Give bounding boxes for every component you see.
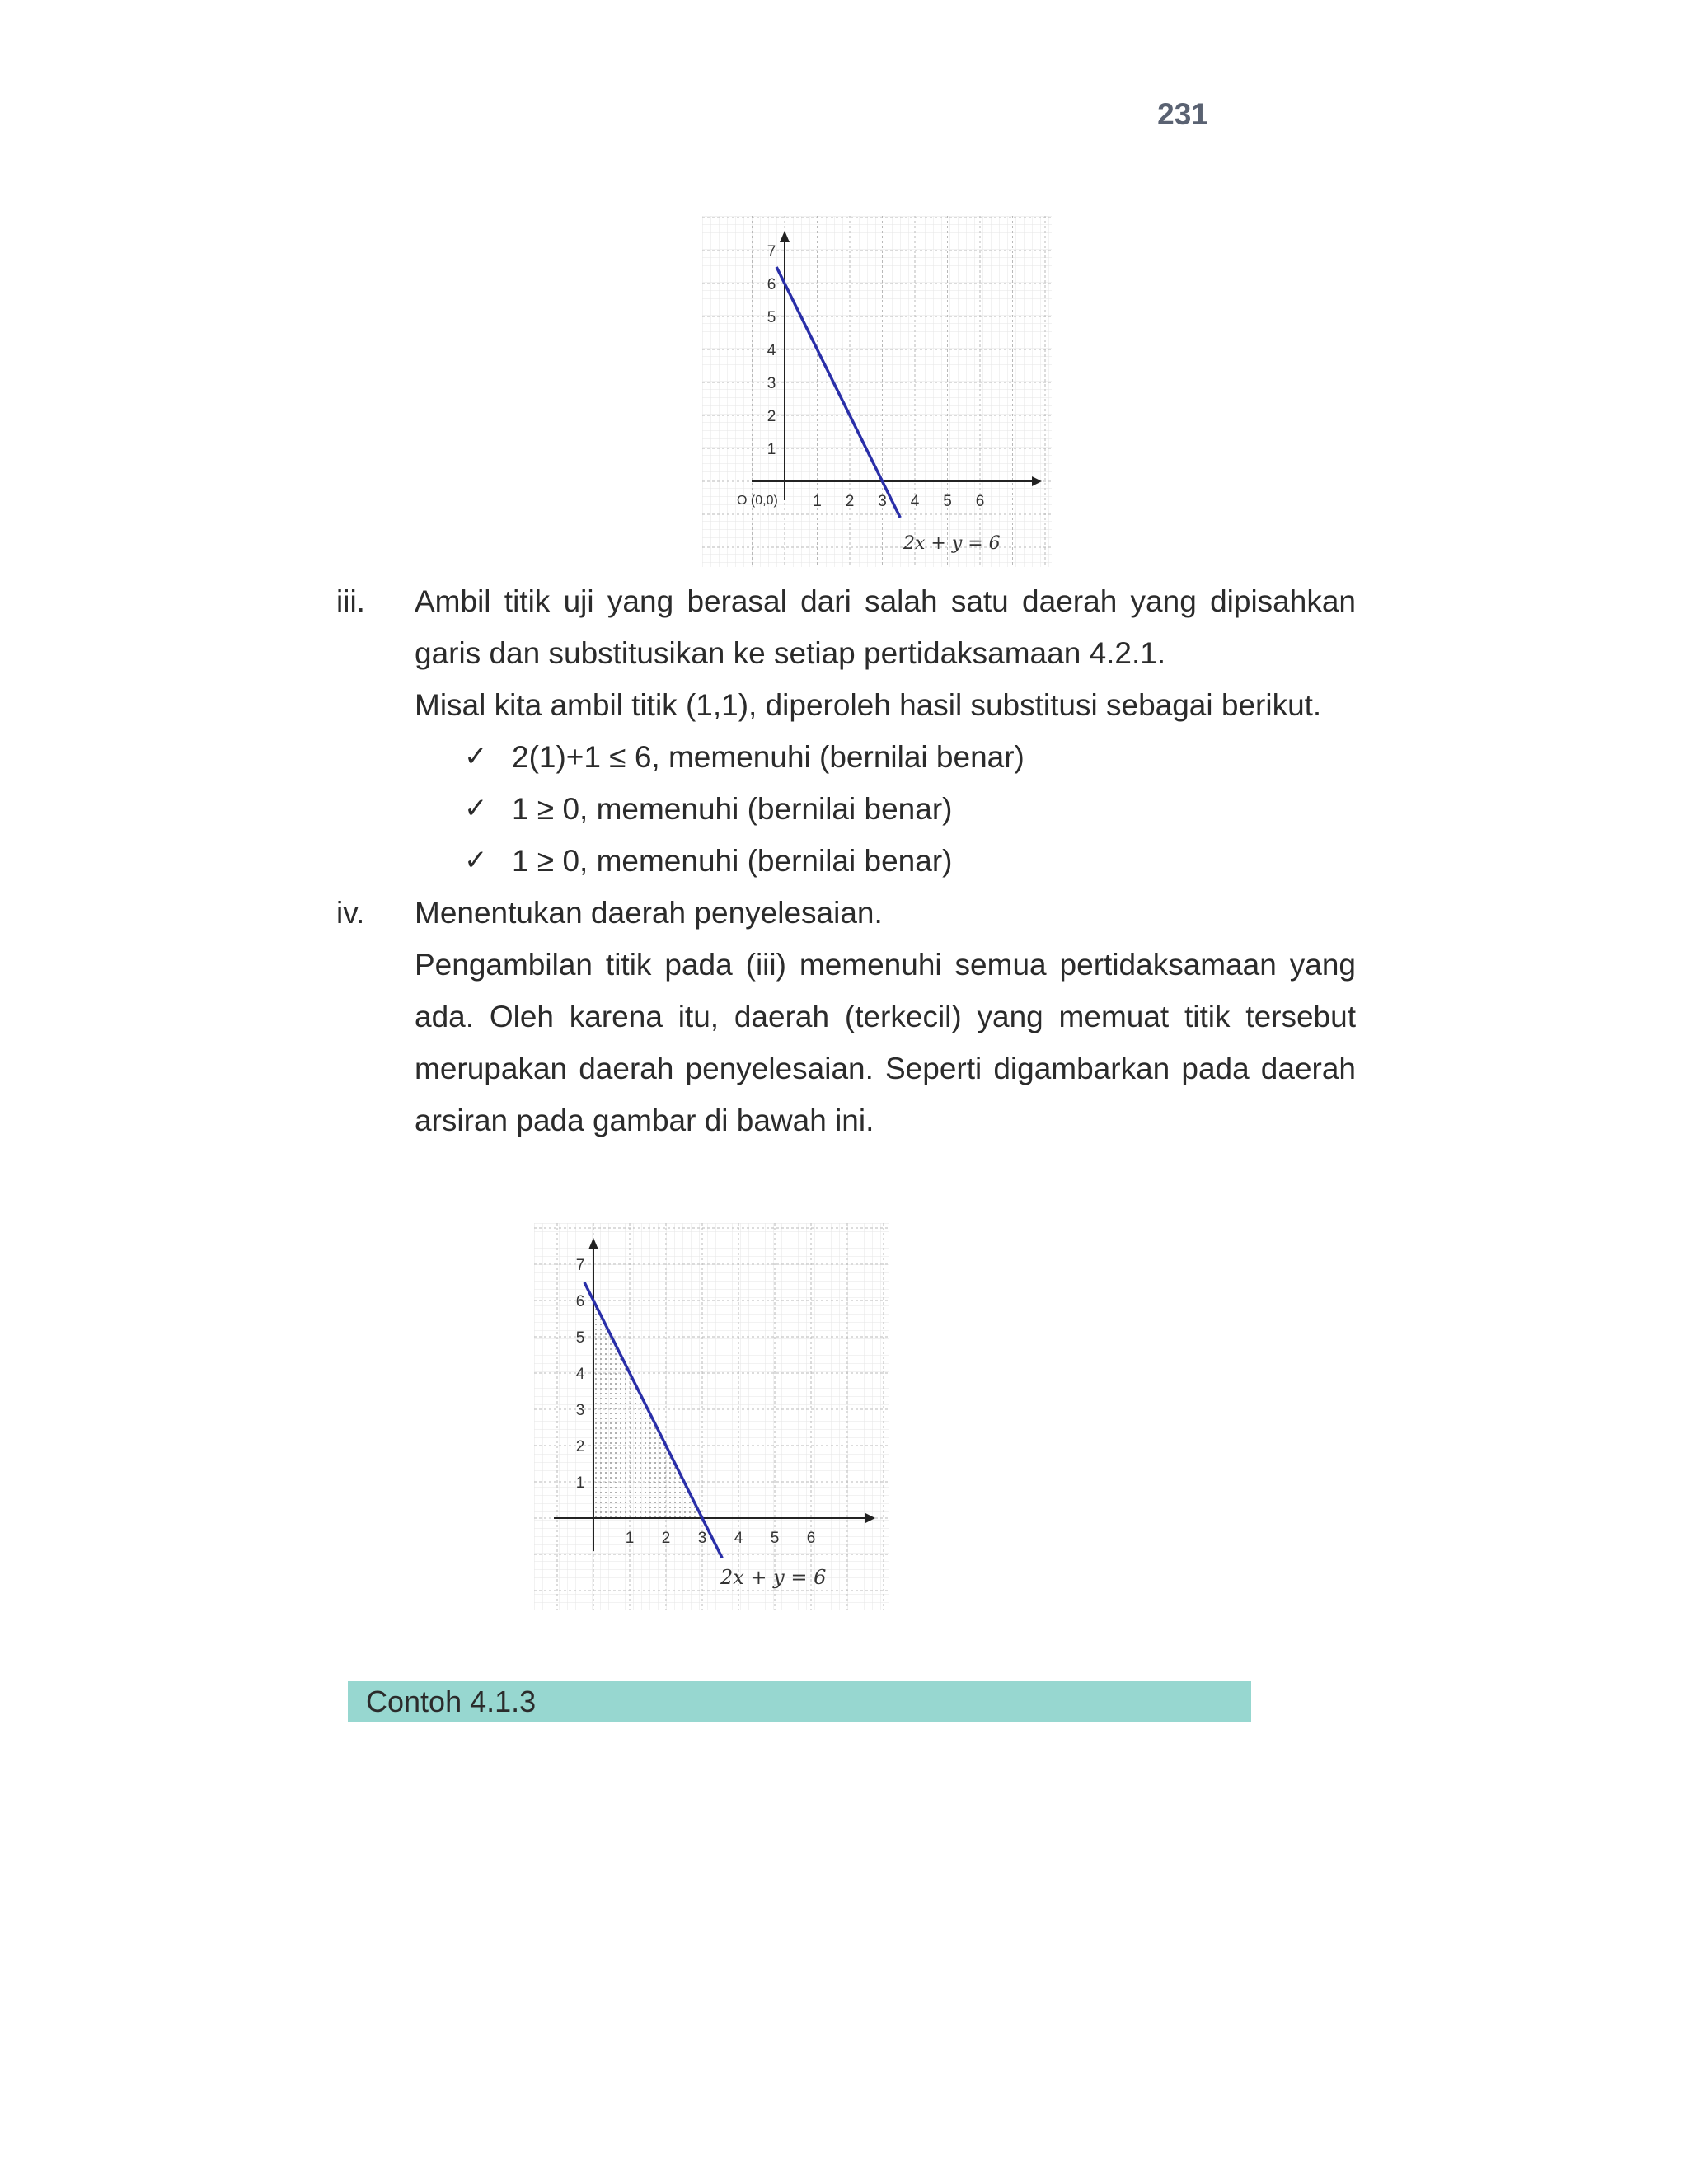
page-number: 231 [1157,97,1208,131]
checkmark-icon: ✓ [464,792,488,825]
y-tick-label: 4 [575,1366,585,1383]
y-tick-label: 4 [767,342,776,359]
example-header-bar [348,1681,1251,1722]
step-iv-title [415,887,1356,939]
y-tick-label: 6 [767,276,776,293]
text-line: Pengambilan titik pada (iii) memenuhi semua pertidaksamaan yang [415,948,1356,982]
x-tick-label: 4 [910,493,920,510]
text-line: Ambil titik uji yang berasal dari salah satu daerah yang dipisahkan [415,584,1356,618]
origin-label: O (0,0) [737,494,778,508]
y-tick-label: 7 [575,1257,585,1274]
x-tick-label: 5 [770,1530,780,1547]
check-item-3 [464,835,952,887]
check-item-1 [464,731,1025,783]
check-item-2 [464,783,952,835]
text-line: Menentukan daerah penyelesaian. [415,896,883,930]
text-line: arsiran pada gambar di bawah ini. [415,1104,874,1137]
example-label: Contoh 4.1.3 [366,1685,537,1718]
text-line: merupakan daerah penyelesaian. Seperti digambarkan pada daerah [415,1052,1356,1085]
text-line: garis dan substitusikan ke setiap pertidaksamaan 4.2.1. [415,636,1166,670]
x-tick-label: 3 [697,1530,707,1547]
step-label-iii: iii. [336,584,365,618]
x-tick-label: 3 [878,493,887,510]
x-tick-label: 5 [943,493,952,510]
step-iv-text [415,939,1356,1146]
step-iii-text [415,575,1356,731]
y-tick-label: 5 [767,309,776,326]
y-tick-label: 5 [575,1329,585,1347]
x-tick-label: 1 [625,1530,635,1547]
step-label-iv: iv. [336,896,365,930]
checkmark-icon: ✓ [464,844,488,877]
y-tick-label: 2 [575,1438,585,1455]
y-tick-label: 3 [575,1402,585,1419]
x-tick-label: 4 [734,1530,743,1547]
x-tick-label: 2 [845,493,855,510]
y-tick-label: 1 [575,1474,585,1492]
y-tick-label: 1 [767,441,776,458]
y-tick-label: 7 [767,243,776,260]
graph-svg-2 [534,1223,889,1610]
line-equation-label: 2x + y = 6 [720,1566,827,1589]
graph-background [534,1223,889,1610]
y-tick-label: 3 [767,375,776,392]
graph-figure-1 [702,216,1052,567]
text-line: ada. Oleh karena itu, daerah (terkecil) yang memuat titik tersebut [415,1000,1356,1033]
check-item-text: 2(1)+1 ≤ 6, memenuhi (bernilai benar) [512,740,1025,774]
x-tick-label: 1 [813,493,822,510]
x-tick-label: 2 [661,1530,671,1547]
y-tick-label: 2 [767,408,776,425]
text-line: Misal kita ambil titik (1,1), diperoleh hasil substitusi sebagai berikut. [415,688,1322,722]
x-tick-label: 6 [806,1530,816,1547]
line-equation-label: 2x + y = 6 [903,533,1001,554]
x-tick-label: 6 [975,493,985,510]
y-tick-label: 6 [575,1293,585,1310]
check-item-text: 1 ≥ 0, memenuhi (bernilai benar) [512,844,953,878]
checkmark-icon: ✓ [464,740,488,773]
check-item-text: 1 ≥ 0, memenuhi (bernilai benar) [512,792,953,826]
graph-svg-1 [702,216,1052,567]
graph-figure-2 [534,1223,889,1610]
